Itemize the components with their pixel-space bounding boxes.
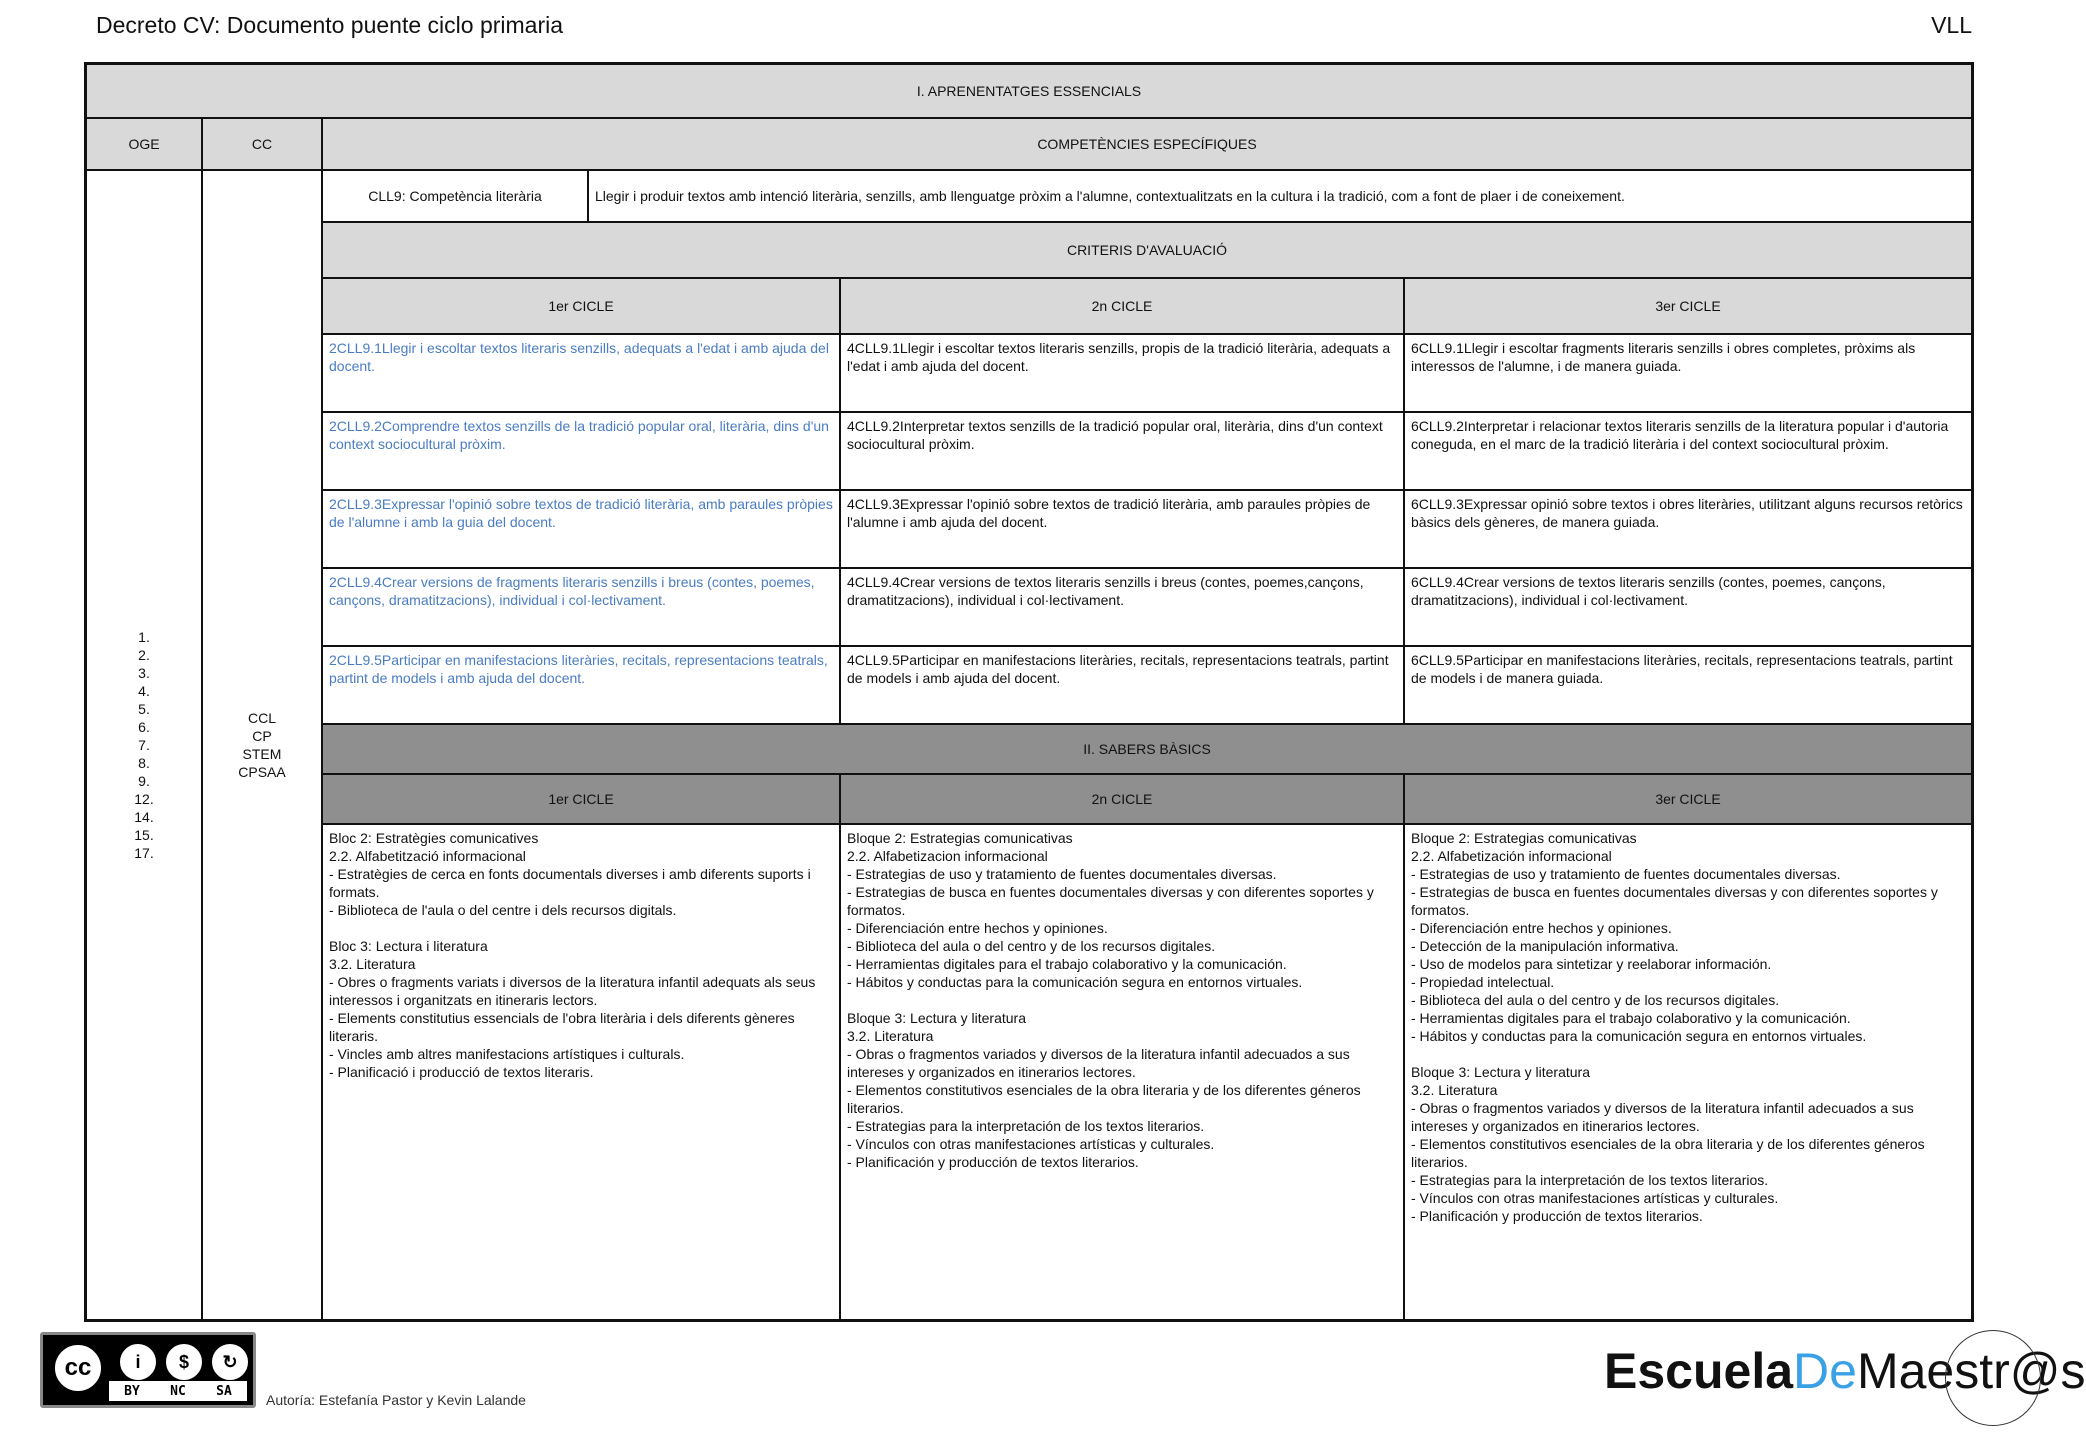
license-label-strip — [109, 1381, 247, 1401]
document-title: Decreto CV: Documento puente ciclo primaria — [96, 12, 564, 38]
criterion-cycle-2: 4CLL9.3Expressar l'opinió sobre textos de tradició literària, amb paraules pròpies de l'alumne i amb ajuda del docent. — [841, 491, 1405, 569]
sabers-cycle-1: Bloc 2: Estratègies comunicatives 2.2. Alfabetització informacional - Estratègies de cerca en fonts documentals diverses i amb diferents suports i formats. - Biblioteca de l'aula o del centre i dels recursos digitals. Bloc 3: Lectura i literatura 3.2. Literatura - Obres o fragments variats i diversos de la literatura infantil adequats als seus interessos i organitzats en itineraris lectors. - Elements constitutius essencials de l'obra literària i dels diferents gèneres literaris. - Vincles amb altres manifestacions artístiques i culturals. - Planificació i producció de textos literaris. — [323, 825, 841, 1319]
criteria-header: CRITERIS D'AVALUACIÓ — [323, 223, 1971, 279]
brand-part-de: De — [1793, 1343, 1857, 1399]
cc-list: CCL CP STEM CPSAA — [238, 710, 286, 780]
criterion-cycle-1: 2CLL9.4Crear versions de fragments literaris senzills i breus (contes, poemes, cançons, dramatitzacions), individual i col·lectivament. — [323, 569, 841, 647]
brand-part-escuela: Escuela — [1604, 1343, 1794, 1399]
competence-description: Llegir i produir textos amb intenció literària, senzills, amb llenguatge pròxim a l'alumne, contextualitzats en la cultura i la tradició, com a font de plaer i de coneixement. — [589, 171, 1971, 223]
criteria-cycle-1-header: 1er CICLE — [323, 279, 841, 335]
creative-commons-icon — [40, 1332, 256, 1408]
license-by-label: BY — [124, 1383, 140, 1399]
sharealike-icon: ↻ — [209, 1341, 251, 1383]
criterion-cycle-2: 4CLL9.1Llegir i escoltar textos literaris senzills, propis de la tradició literària, adequats a l'edat i amb ajuda del docent. — [841, 335, 1405, 413]
curriculum-table — [84, 62, 1974, 1322]
document-code: VLL — [1931, 12, 1972, 38]
criterion-cycle-3: 6CLL9.2Interpretar i relacionar textos literaris senzills de la literatura popular i d'autoria coneguda, en el marc de la tradició literària i del context sociocultural pròxim. — [1405, 413, 1971, 491]
criterion-cycle-3: 6CLL9.4Crear versions de textos literaris senzills (contes, poemes, cançons, dramatitzacions), individual i col·lectivament. — [1405, 569, 1971, 647]
author-credit: Autoría: Estefanía Pastor y Kevin Lalande — [266, 1392, 526, 1408]
criterion-cycle-1: 2CLL9.5Participar en manifestacions literàries, recitals, representacions teatrals, partint de models i amb ajuda del docent. — [323, 647, 841, 725]
criterion-cycle-2: 4CLL9.2Interpretar textos senzills de la tradició popular oral, literària, dins d'un context sociocultural pròxim. — [841, 413, 1405, 491]
cc-values — [203, 171, 323, 1319]
criteria-cycle-2-header: 2n CICLE — [841, 279, 1405, 335]
criterion-cycle-3: 6CLL9.5Participar en manifestacions literàries, recitals, representacions teatrals, partint de models i de manera guiada. — [1405, 647, 1971, 725]
criteria-cycle-3-header: 3er CICLE — [1405, 279, 1971, 335]
criterion-cycle-2: 4CLL9.5Participar en manifestacions literàries, recitals, representacions teatrals, partint de models i amb ajuda del docent. — [841, 647, 1405, 725]
column-cc-header: CC — [203, 119, 323, 171]
sabers-cycle-2: Bloque 2: Estrategias comunicativas 2.2. Alfabetizacion informacional - Estrategias de uso y tratamiento de fuentes documentales diversas. - Estrategias de busca en fuentes documentales diversas y con diferentes soportes y formatos. - Diferenciación entre hechos y opiniones. - Biblioteca del aula o del centro y de los recursos digitales. - Herramientas digitales para el trabajo colaborativo y la comunicación. - Hábitos y conductas para la comunicación segura en entornos virtuales. Bloque 3: Lectura y literatura 3.2. Literatura - Obras o fragmentos variados y diversos de la literatura infantil adecuados a sus intereses y organizados en itinerarios lectores. - Elementos constitutivos esenciales de la obra literaria y de los diferentes géneros literarios. - Estrategias para la interpretación de los textos literarios. - Vínculos con otras manifestaciones artísticas y culturales. - Planificación y producción de textos literarios. — [841, 825, 1405, 1319]
cc-logo-icon: cc — [51, 1341, 105, 1395]
sabers-cycle-2-header: 2n CICLE — [841, 775, 1405, 825]
criterion-cycle-3: 6CLL9.1Llegir i escoltar fragments literaris senzills i obres completes, pròxims als interessos de l'alumne, i de manera guiada. — [1405, 335, 1971, 413]
section-aprenentatges-header: I. APRENENTATGES ESSENCIALS — [87, 65, 1971, 119]
criterion-cycle-1: 2CLL9.3Expressar l'opinió sobre textos de tradició literària, amb paraules pròpies de l'alumne i amb la guia del docent. — [323, 491, 841, 569]
license-nc-label: NC — [170, 1383, 186, 1399]
criterion-cycle-1: 2CLL9.1Llegir i escoltar textos literaris senzills, adequats a l'edat i amb ajuda del docent. — [323, 335, 841, 413]
brand-ring-icon — [1945, 1330, 2041, 1426]
by-attribution-icon: i — [117, 1341, 159, 1383]
oge-values — [87, 171, 203, 1319]
section-sabers-header: II. SABERS BÀSICS — [323, 725, 1971, 775]
license-sa-label: SA — [216, 1383, 232, 1399]
sabers-cycle-3-header: 3er CICLE — [1405, 775, 1971, 825]
sabers-cycle-3: Bloque 2: Estrategias comunicativas 2.2. Alfabetización informacional - Estrategias de uso y tratamiento de fuentes documentales diversas. - Estrategias de busca en fuentes documentales diversas y con diferentes soportes y formatos. - Diferenciación entre hechos y opiniones. - Detección de la manipulación informativa. - Uso de modelos para sintetizar y reelaborar información. - Propiedad intelectual. - Biblioteca del aula o del centro y de los recursos digitales. - Herramientas digitales para el trabajo colaborativo y la comunicación. - Hábitos y conductas para la comunicación segura en entornos virtuales. Bloque 3: Lectura y literatura 3.2. Literatura - Obras o fragmentos variados y diversos de la literatura infantil adecuados a sus intereses y organizados en itinerarios lectores. - Elementos constitutivos esenciales de la obra literaria y de los diferentes géneros literarios. - Estrategias para la interpretación de los textos literarios. - Vínculos con otras manifestaciones artísticas y culturales. - Planificación y producción de textos literarios. — [1411, 830, 1938, 1224]
sabers-cycle-1-header: 1er CICLE — [323, 775, 841, 825]
competence-name: CLL9: Competència literària — [323, 171, 589, 223]
column-competencies-header: COMPETÈNCIES ESPECÍFIQUES — [323, 119, 1971, 171]
criterion-cycle-3: 6CLL9.3Expressar opinió sobre textos i obres literàries, utilitzant alguns recursos retòrics bàsics dels gèneres, de manera guiada. — [1405, 491, 1971, 569]
criterion-cycle-1: 2CLL9.2Comprendre textos senzills de la tradició popular oral, literària, dins d'un context sociocultural pròxim. — [323, 413, 841, 491]
noncommercial-icon: $ — [163, 1341, 205, 1383]
oge-list: 1. 2. 3. 4. 5. 6. 7. 8. 9. 12. 14. 15. 17. — [134, 629, 154, 861]
brand-part-maestros: Maestr@s — [1856, 1343, 2086, 1399]
column-oge-header: OGE — [87, 119, 203, 171]
criterion-cycle-2: 4CLL9.4Crear versions de textos literaris senzills i breus (contes, poemes,cançons, dramatitzacions), individual i col·lectivament. — [841, 569, 1405, 647]
